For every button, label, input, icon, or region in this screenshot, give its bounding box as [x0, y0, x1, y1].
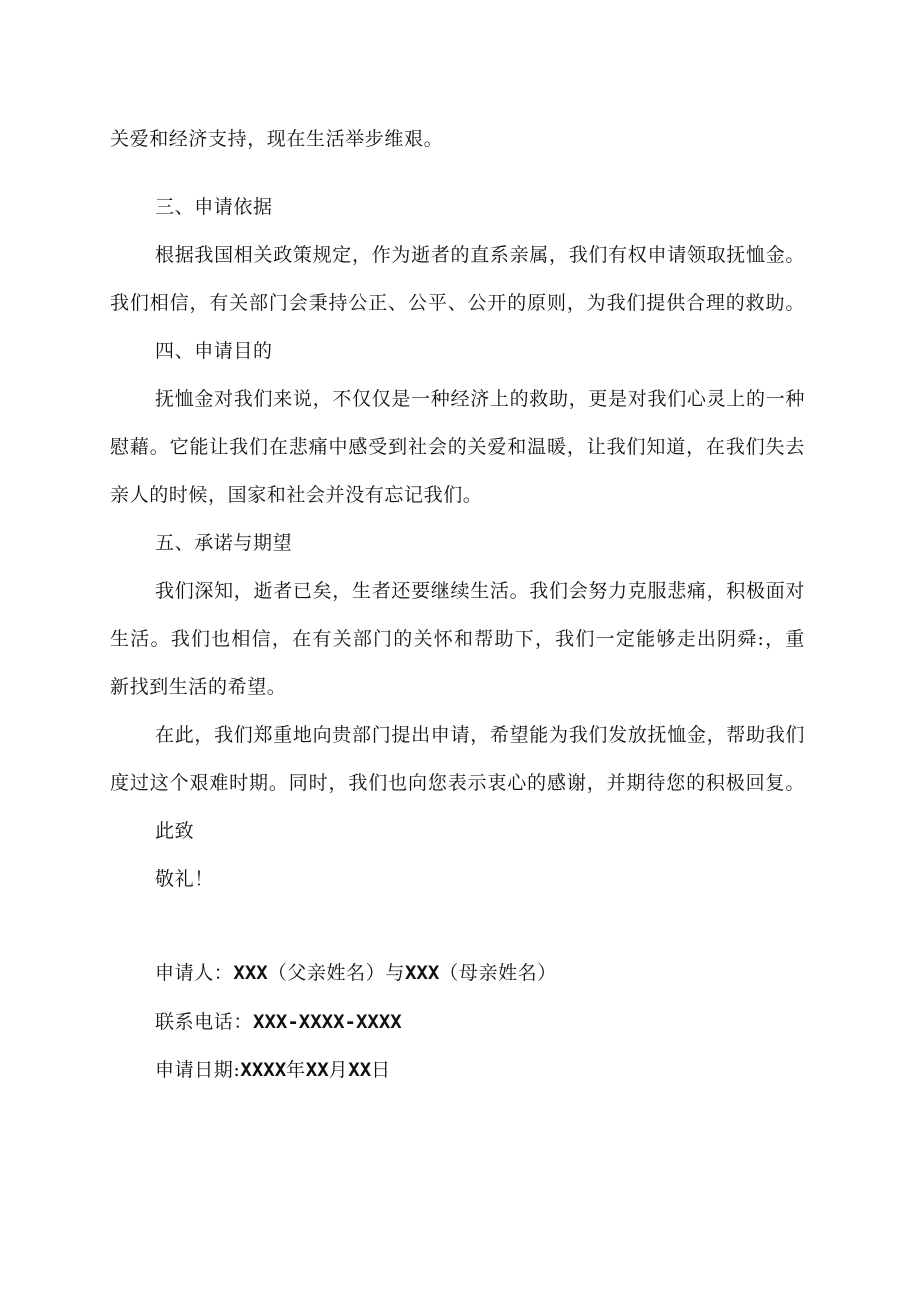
date-year: XXXX [240, 1059, 287, 1081]
paragraph-line: 关爱和经济支持，现在生活举步维艰。 [110, 128, 444, 150]
date-day: XX [348, 1059, 372, 1081]
applicant-mother-placeholder: XXX [404, 962, 440, 984]
paragraph-line: 亲人的时候，国家和社会并没有忘记我们。 [110, 484, 483, 506]
date-month: XX [305, 1059, 329, 1081]
phone-line [155, 1009, 402, 1035]
paragraph-line: 我们相信，有关部门会秉持公正、公平、公开的原则，为我们提供合理的救助。 [110, 292, 805, 314]
section-heading-basis: 三、申请依据 [155, 196, 273, 218]
applicant-label: 申请人： [155, 962, 234, 984]
paragraph-line: 生活。我们也相信，在有关部门的关怀和帮助下，我们一定能够走出阴舜:，重 [110, 628, 805, 650]
date-label: 申请日期: [155, 1059, 241, 1081]
applicant-line [155, 960, 557, 986]
date-month-unit: 月 [328, 1059, 349, 1081]
applicant-mother-note: （母亲姓名） [439, 962, 557, 984]
phone-label: 联系电话： [155, 1011, 254, 1033]
section-heading-purpose: 四、申请目的 [155, 340, 273, 362]
paragraph-line: 度过这个艰难时期。同时，我们也向您表示衷心的感谢，并期待您的积极回复。 [110, 772, 805, 794]
paragraph-line: 新找到生活的希望。 [110, 676, 287, 698]
paragraph-line: 根据我国相关政策规定，作为逝者的直系亲属，我们有权申请领取抚恤金。 [155, 244, 805, 266]
applicant-father-placeholder: XXX [233, 962, 268, 984]
date-line [155, 1057, 391, 1083]
paragraph-line: 在此，我们郑重地向贵部门提出申请，希望能为我们发放抚恤金，帮助我们 [155, 724, 805, 746]
paragraph-line: 慰藉。它能让我们在悲痛中感受到社会的关爱和温暖，让我们知道，在我们失去 [110, 436, 805, 458]
date-day-unit: 日 [371, 1059, 391, 1081]
section-heading-commitment: 五、承诺与期望 [155, 532, 293, 554]
date-year-unit: 年 [286, 1059, 306, 1081]
phone-value: XXX-XXXX-XXXX [253, 1011, 402, 1033]
applicant-father-note: （父亲姓名）与 [267, 962, 405, 984]
paragraph-line: 抚恤金对我们来说，不仅仅是一种经济上的救助，更是对我们心灵上的一种 [155, 388, 805, 410]
closing-regards: 敬礼！ [155, 868, 214, 890]
closing-salutation: 此致 [155, 820, 195, 842]
paragraph-line: 我们深知，逝者已矣，生者还要继续生活。我们会努力克服悲痛，积极面对 [155, 580, 805, 602]
